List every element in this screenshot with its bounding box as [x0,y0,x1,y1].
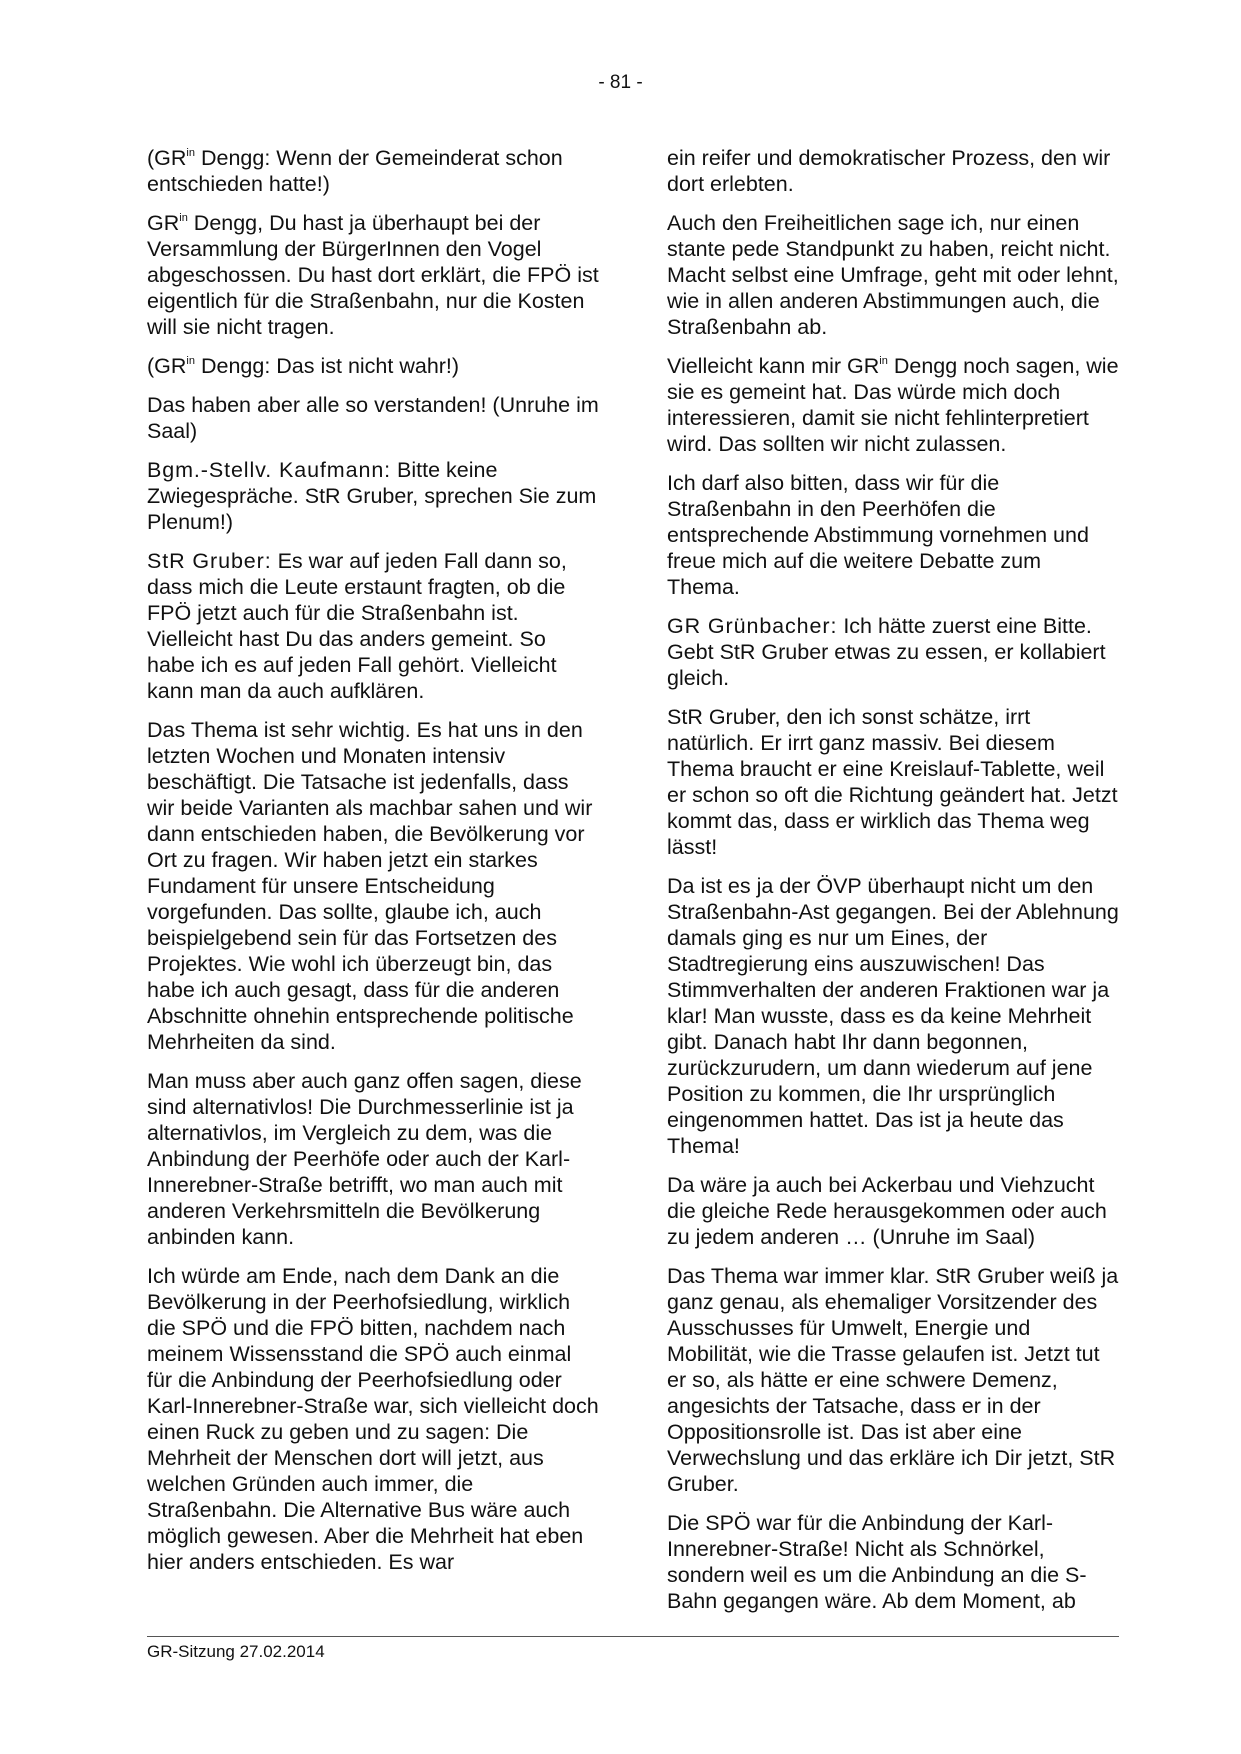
paragraph: Man muss aber auch ganz offen sagen, diese sind alternativlos! Die Durchmesserlinie ist ja alternativlos, im Vergleich zu dem, was die Anbindung der Peerhöfe oder auch der Karl-Innerebner-Straße betrifft, wo man auch mit anderen Verkehrsmitteln die Bevölkerung anbinden kann. [147,1069,582,1249]
paragraph: Das haben aber alle so verstanden! (Unruhe im Saal) [147,393,599,443]
footer-divider [147,1636,1119,1637]
paragraph: Da ist es ja der ÖVP überhaupt nicht um den Straßenbahn-Ast gegangen. Bei der Ablehnung damals ging es nur um Eines, der Stadtregierung eins auszuwischen! Das Stimmverhalten der anderen Fraktionen war ja klar! Man wusste, dass es da keine Mehrheit gibt. Danach habt Ihr dann begonnen, zurückzurudern, um dann wiederum auf jene Position zu kommen, die Ihr ursprünglich eingenommen hattet. Das ist ja heute das Thema! [667,874,1119,1158]
speaker-name: StR Gruber: [147,549,272,573]
paragraph: Das Thema war immer klar. StR Gruber weiß ja ganz genau, als ehemaliger Vorsitzender des Ausschusses für Umwelt, Energie und Mobilität, wie die Trasse gelaufen ist. Jetzt tut er so, als hätte er eine schwere Demenz, angesichts der Tatsache, dass er in der Oppositionsrolle ist. Das ist aber eine Verwechslung und das erkläre ich Dir jetzt, StR Gruber. [667,1264,1119,1496]
paragraph: $GR^{in}$ Dengg, Du hast ja überhaupt bei der Versammlung der BürgerInnen den Vogel abgeschossen. Du hast dort erklärt, die FPÖ ist eigentlich für die Straßenbahn, nur die Kosten will sie nicht tragen. [147,211,599,339]
paragraph: Vielleicht kann mir $GR^{in}$ Dengg noch sagen, wie sie es gemeint hat. Das würde mich doch interessieren, damit sie nicht fehlinterpretiert wird. Das sollten wir nicht zulassen. [667,354,1119,456]
paragraph: StR Gruber: Es war auf jeden Fall dann so, dass mich die Leute erstaunt fragten, ob die FPÖ jetzt auch für die Straßenbahn ist. Vielleicht hast Du das anders gemeint. So habe ich es auf jeden Fall gehört. Vielleicht kann man da auch aufklären. [147,549,567,703]
paragraph: Auch den Freiheitlichen sage ich, nur einen stante pede Standpunkt zu haben, reicht nicht. Macht selbst eine Umfrage, geht mit oder lehnt, wie in allen anderen Abstimmungen auch, die Straßenbahn ab. [667,211,1119,339]
paragraph: GR Grünbacher: Ich hätte zuerst eine Bitte. Gebt StR Gruber etwas zu essen, er kollabiert gleich. [667,614,1106,690]
footer-session-date: GR-Sitzung 27.02.2014 [147,1642,325,1661]
paragraph: Da wäre ja auch bei Ackerbau und Viehzucht die gleiche Rede herausgekommen oder auch zu jedem anderen … (Unruhe im Saal) [667,1173,1107,1249]
paragraph: ein reifer und demokratischer Prozess, den wir dort erlebten. [667,146,1111,196]
speaker-name: Bgm.-Stellv. Kaufmann: [147,458,392,482]
page-number: - 81 - [598,72,643,93]
paragraph: ($GR^{in}$ Dengg: Das ist nicht wahr!) [147,354,460,378]
paragraph: Bgm.-Stellv. Kaufmann: Bitte keine Zwiegespräche. StR Gruber, sprechen Sie zum Plenum!) [147,458,597,534]
speaker-name: GR Grünbacher: [667,614,838,638]
paragraph: Ich würde am Ende, nach dem Dank an die Bevölkerung in der Peerhofsiedlung, wirklich die SPÖ und die FPÖ bitten, nachdem nach meinem Wissensstand die SPÖ auch einmal für die Anbindung der Peerhofsiedlung oder Karl-Innerebner-Straße war, sich vielleicht doch einen Ruck zu geben und zu sagen: Die Mehrheit der Menschen dort will jetzt, aus welchen Gründen auch immer, die Straßenbahn. Die Alternative Bus wäre auch möglich gewesen. Aber die Mehrheit hat eben hier anders entschieden. Es war [147,1264,599,1574]
paragraph: Das Thema ist sehr wichtig. Es hat uns in den letzten Wochen und Monaten intensiv beschäftigt. Die Tatsache ist jedenfalls, dass wir beide Varianten als machbar sahen und wir dann entschieden haben, die Bevölkerung vor Ort zu fragen. Wir haben jetzt ein starkes Fundament für unsere Entscheidung vorgefunden. Das sollte, glaube ich, auch beispielgebend sein für das Fortsetzen des Projektes. Wie wohl ich überzeugt bin, das habe ich auch gesagt, dass für die anderen Abschnitte ohnehin entsprechende politische Mehrheiten da sind. [147,718,593,1054]
paragraph: ($GR^{in}$ Dengg: Wenn der Gemeinderat schon entschieden hatte!) [147,146,563,196]
paragraph: Ich darf also bitten, dass wir für die Straßenbahn in den Peerhöfen die entsprechende Abstimmung vornehmen und freue mich auf die weitere Debatte zum Thema. [667,471,1089,599]
paragraph: StR Gruber, den ich sonst schätze, irrt natürlich. Er irrt ganz massiv. Bei diesem Thema braucht er eine Kreislauf-Tablette, weil er schon so oft die Richtung geändert hat. Jetzt kommt das, dass er wirklich das Thema weg lässt! [667,705,1118,859]
paragraph: Die SPÖ war für die Anbindung der Karl-Innerebner-Straße! Nicht als Schnörkel, sondern weil es um die Anbindung an die S-Bahn gegangen wäre. Ab dem Moment, ab [667,1511,1087,1613]
right-column [667,145,1119,1627]
left-column [147,145,599,1588]
